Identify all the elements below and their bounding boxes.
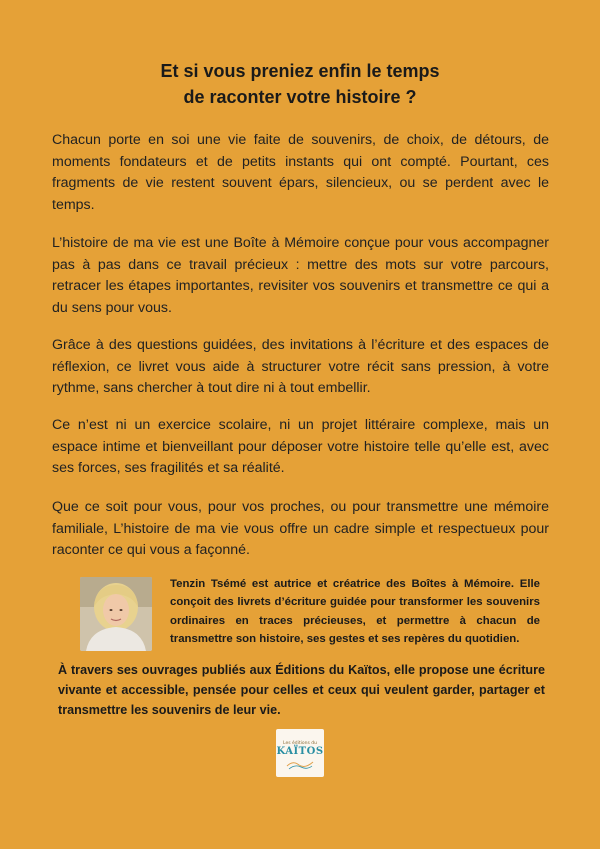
paragraph-4: Ce n’est ni un exercice scolaire, ni un projet littéraire complexe, mais un espace intime et bienveillant pour déposer votre histoire telle qu’elle est, avec ses forces, ses fragilités et sa réalité. — [52, 417, 549, 476]
author-photo — [80, 577, 152, 651]
paragraph-2: L’histoire de ma vie est une Boîte à Mémoire conçue pour vous accompagner pas à pas dans ce travail précieux : mettre des mots sur votre parcours, retracer les étapes importantes, revisiter vos souvenirs et transmettre ce qui a du sens pour vous. — [52, 235, 549, 316]
logo-wave-icon — [285, 758, 315, 770]
title-line-2: de raconter votre histoire ? — [183, 87, 417, 107]
author-bio-publisher: À travers ses ouvrages publiés aux Éditions du Kaïtos, elle propose une écriture vivante et accessible, pensée pour celles et ceux qui veulent garder, partager et transmettre les souvenirs de leur vie. — [58, 663, 545, 717]
page-title — [0, 58, 600, 110]
paragraph-3: Grâce à des questions guidées, des invitations à l’écriture et des espaces de réflexion, ce livret vous aide à structurer votre récit sans pression, à votre rythme, sans chercher à tout dire ni à tout embellir. — [52, 337, 549, 396]
author-bio-intro: Tenzin Tsémé est autrice et créatrice des Boîtes à Mémoire. Elle conçoit des livrets d’écriture guidée pour transformer les souvenirs ordinaires en traces précieuses, et permettre à chacun de transmettre son histoire, ses gestes et ses repères du quotidien. — [170, 578, 540, 646]
logo-wordmark: KAÏTOS — [276, 745, 324, 757]
paragraph-5: Que ce soit pour vous, pour vos proches, ou pour transmettre une mémoire familiale, L’histoire de ma vie vous offre un cadre simple et respectueux pour raconter ce qui vous a façonné. — [52, 499, 549, 558]
paragraph-1: Chacun porte en soi une vie faite de souvenirs, de choix, de détours, de moments fondateurs et de petits instants qui ont compté. Pourtant, ces fragments de vie restent souvent épars, silencieux, ou se perdent avec le temps. — [52, 132, 549, 213]
title-line-1: Et si vous preniez enfin le temps — [160, 61, 440, 81]
logo-subtitle: Les éditions du — [283, 740, 317, 746]
publisher-logo — [276, 729, 324, 777]
